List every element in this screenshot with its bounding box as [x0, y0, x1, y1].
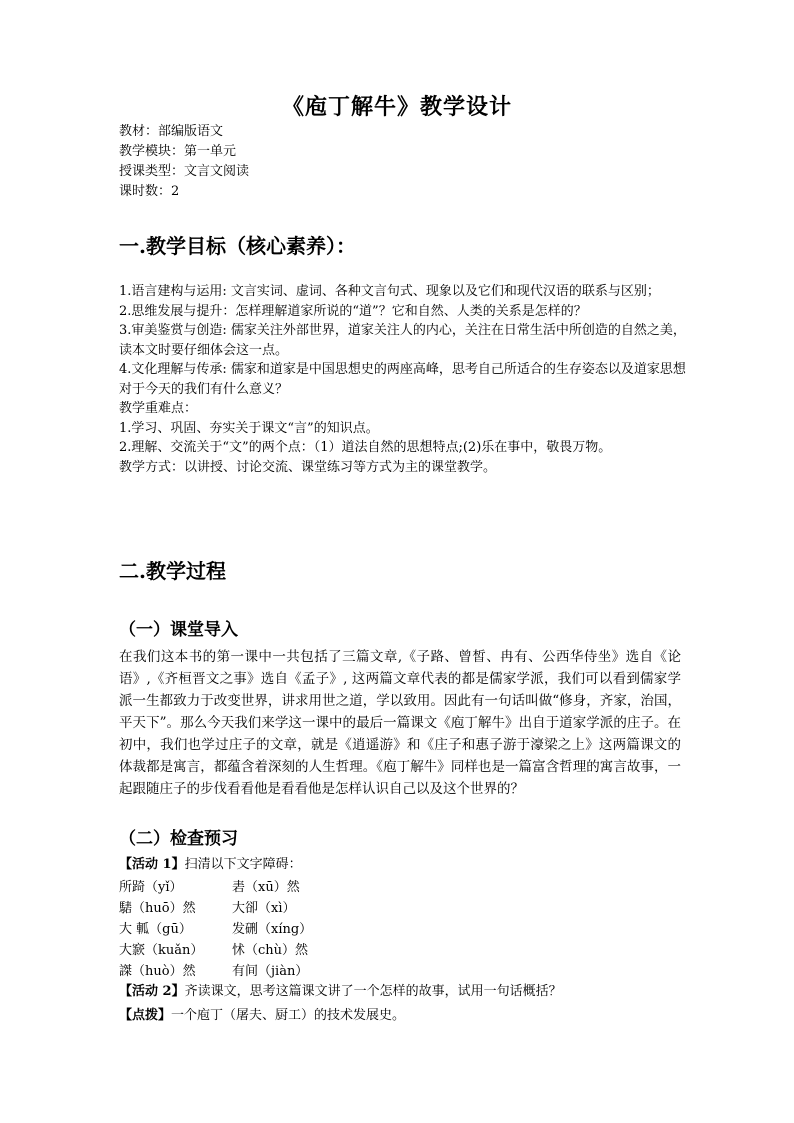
word-row [119, 918, 419, 939]
subheading-preview-check: （二）检查预习 [119, 829, 238, 849]
objective-language: 1.语言建构与运用: 文言实词、虚词、各种文言句式、现象以及它们和现代汉语的联系与区别； [119, 284, 660, 299]
word-row [119, 960, 419, 981]
word-row [119, 876, 419, 897]
word-item: 所踦（yǐ） [119, 880, 183, 895]
activity-1-text: 扫清以下文字障碍： [184, 857, 302, 872]
activity-1-tag: 【活动 1】 [119, 857, 185, 872]
objectives-block [119, 282, 689, 477]
meta-module: 教学模块：第一单元 [119, 144, 237, 159]
tip-text: 一个庖丁（屠夫、厨工）的技术发展史。 [171, 1008, 406, 1023]
subheading-introduction: （一）课堂导入 [119, 620, 238, 640]
word-item: 怵（chù）然 [232, 943, 309, 958]
introduction-paragraph: 在我们这本书的第一课中一共包括了三篇文章,《子路、曾皙、冉有、公西华侍坐》选自《论语》,《齐桓晋文之事》选自《孟子》, 这两篇文章代表的都是儒家学派，我们可以看到儒家学派一生都致力于改变世界，讲求用世之道，学以致用。因此有一句话叫做“修身，齐家，治国，平天下”。那么今天我们来学这一课中的最后一篇课文《庖丁解牛》出自于道家学派的庄子。在初中，我们也学过庄子的文章，就是《逍遥游》和《庄子和惠子游于濠梁之上》这两篇课文的体裁都是寓言，都蕴含着深刻的人生哲理。《庖丁解牛》同样也是一篇富含哲理的寓言故事，一起跟随庄子的步伐看看他是看看他是怎样认识自己以及这个世界的？ [119, 649, 681, 797]
activity-1 [119, 855, 302, 875]
meta-lesson-type: 授课类型：文言文阅读 [119, 164, 250, 179]
section-heading-process: 二.教学过程 [119, 559, 226, 583]
word-row [119, 939, 419, 960]
objective-thinking: 2.思维发展与提升：怎样理解道家所说的“道”？它和自然、人类的关系是怎样的？ [119, 303, 587, 319]
activity-2-tag: 【活动 2】 [119, 984, 185, 999]
section-heading-objectives: 一.教学目标（核心素养）： [119, 234, 356, 258]
activity-2 [119, 982, 562, 1002]
word-item: 謋（huò）然 [119, 964, 196, 979]
key-point-1: 1.学习、巩固、夯实关于课文“言”的知识点。 [119, 420, 379, 436]
word-item: 大 軱（gū） [119, 922, 192, 937]
word-item: 大窾（kuǎn） [119, 943, 204, 958]
activity-2-text: 齐读课文，思考这篇课文讲了一个怎样的故事，试用一句话概括？ [184, 984, 562, 999]
word-item: 大卻（xì） [232, 901, 296, 916]
word-item: 砉（xū）然 [232, 880, 300, 895]
word-item: 有间（jiàn） [232, 964, 309, 979]
tip [119, 1006, 405, 1026]
meta-hours: 课时数：2 [119, 184, 180, 199]
objective-aesthetics: 3.审美鉴赏与创造: 儒家关注外部世界，道家关注人的内心，关注在日常生活中所创造的自然之美，读本文时要仔细体会这一点。 [119, 323, 686, 358]
word-row [119, 897, 419, 918]
document-title: 《庖丁解牛》教学设计 [281, 94, 512, 120]
tip-tag: 【点拨】 [119, 1008, 172, 1023]
word-item: 发硎（xíng） [232, 922, 313, 937]
objective-culture: 4.文化理解与传承: 儒家和道家是中国思想史的两座高峰，思考自己所适合的生存姿态以及道家思想对于今天的我们有什么意义？ [119, 362, 686, 397]
word-list [119, 876, 419, 981]
word-item: 騞（huō）然 [119, 901, 196, 916]
key-points-label: 教学重难点： [119, 401, 198, 416]
teaching-method: 教学方式：以讲授、讨论交流、课堂练习等方式为主的课堂教学。 [119, 459, 497, 475]
key-point-2: 2.理解、交流关于“文”的两个点：（1）道法自然的思想特点;(2)乐在事中，敬畏万物。 [119, 440, 612, 455]
meta-textbook: 教材：部编版语文 [119, 124, 224, 139]
